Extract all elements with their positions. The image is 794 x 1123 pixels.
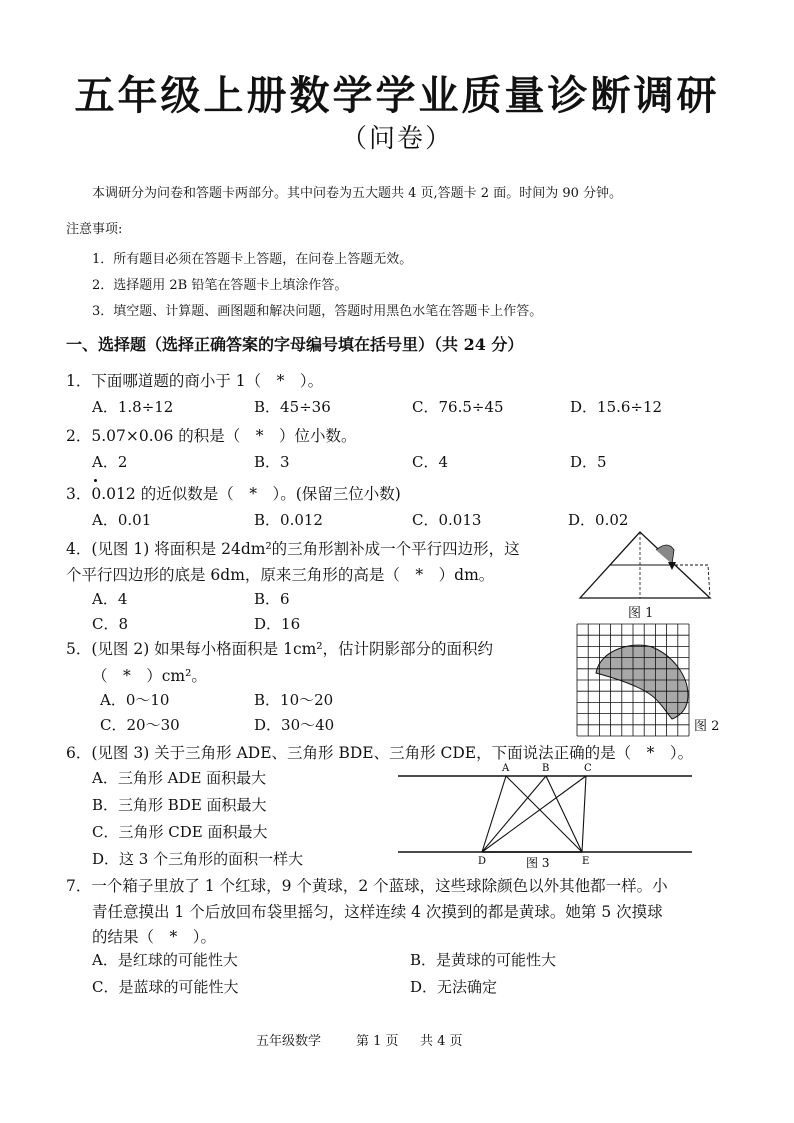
question-5-option-d: D．30～40 xyxy=(254,716,335,734)
question-6-option-d: D．这 3 个三角形的面积一样大 xyxy=(92,850,304,868)
question-1-option-a: A．1.8÷12 xyxy=(92,398,174,416)
question-5-option-a: A．0～10 xyxy=(100,691,170,709)
question-3-option-a: A．0.01 xyxy=(92,511,152,529)
question-1-stem: 1．下面哪道题的商小于 1（ * ）。 xyxy=(66,372,324,390)
question-2-option-d: D．5 xyxy=(570,453,607,471)
question-7-option-d: D．无法确定 xyxy=(410,978,498,996)
question-1-option-d: D．15.6÷12 xyxy=(570,398,663,416)
question-6-stem: 6．(见图 3) 关于三角形 ADE、三角形 BDE、三角形 CDE，下面说法正确的是（ * ）。 xyxy=(66,744,694,762)
question-5-stem-line1: 5．(见图 2) 如果每小格面积是 1cm²，估计阴影部分的面积约 xyxy=(66,640,494,658)
question-2-option-a: A．2 xyxy=(92,453,128,471)
question-5-stem-line2: （ * ）cm²。 xyxy=(92,667,207,685)
figure-2-caption: 图 2 xyxy=(694,719,720,734)
question-4-option-b: B．6 xyxy=(254,590,290,608)
question-4-option-d: D．16 xyxy=(254,615,301,633)
question-7-option-b: B．是黄球的可能性大 xyxy=(410,951,557,969)
question-7-option-a: A．是红球的可能性大 xyxy=(92,951,238,969)
notice-item: 2．选择题用 2B 铅笔在答题卡上填涂作答。 xyxy=(92,278,348,293)
figure-1-triangle-diagram xyxy=(576,528,716,604)
point-c-label: C xyxy=(584,763,592,774)
page-subtitle: （问卷） xyxy=(340,124,453,154)
question-7-stem-line2: 青任意摸出 1 个后放回布袋里摇匀，这样连续 4 次摸到的都是黄球。她第 5 次摸球 xyxy=(92,903,663,921)
question-3-option-b: B．0.012 xyxy=(254,511,323,529)
question-7-stem-line3: 的结果（ * ）。 xyxy=(92,928,217,946)
question-4-option-c: C．8 xyxy=(92,615,129,633)
question-7-stem-line1: 7．一个箱子里放了 1 个红球，9 个黄球，2 个蓝球，这些球除颜色以外其他都一样。小 xyxy=(66,877,668,895)
question-2-option-b: B．3 xyxy=(254,453,290,471)
notice-item: 1．所有题目必须在答题卡上答题，在问卷上答题无效。 xyxy=(92,252,413,267)
question-5-option-c: C．20～30 xyxy=(100,716,180,734)
question-3-number: 3． xyxy=(66,485,92,503)
question-3-stem xyxy=(66,482,401,504)
question-3-option-c: C．0.013 xyxy=(412,511,482,529)
point-b-label: B xyxy=(542,763,550,774)
question-2-stem: 2．5.07×0.06 的积是（ * ）位小数。 xyxy=(66,427,357,445)
question-3-stem-rest: .012 的近似数是（ * ）。(保留三位小数) xyxy=(101,485,401,503)
question-6-option-c: C．三角形 CDE 面积最大 xyxy=(92,823,268,841)
point-e-label: E xyxy=(582,856,590,867)
question-1-option-b: B．45÷36 xyxy=(254,398,331,416)
footer-total-pages: 共 4 页 xyxy=(420,1034,463,1049)
question-3-repeating-digit: 0 xyxy=(91,485,102,503)
question-4-option-a: A．4 xyxy=(92,590,128,608)
page-title: 五年级上册数学学业质量诊断调研 xyxy=(74,72,720,119)
question-6-option-a: A．三角形 ADE 面积最大 xyxy=(92,769,267,787)
point-a-label: A xyxy=(502,763,510,774)
footer-page-number: 第 1 页 xyxy=(356,1034,399,1049)
figure-3-caption: 图 3 xyxy=(526,856,550,870)
intro-text: 本调研分为问卷和答题卡两部分。其中问卷为五大题共 4 页,答题卡 2 面。时间为 90 分钟。 xyxy=(92,186,623,201)
figure-2-grid-diagram xyxy=(576,623,690,737)
question-1-option-c: C．76.5÷45 xyxy=(412,398,504,416)
question-3-option-d: D．0.02 xyxy=(568,511,629,529)
point-d-label: D xyxy=(478,856,487,867)
footer-subject: 五年级数学 xyxy=(256,1034,322,1049)
figure-3-triangles-diagram xyxy=(396,760,696,870)
notice-item: 3．填空题、计算题、画图题和解决问题，答题时用黑色水笔在答题卡上作答。 xyxy=(92,304,543,319)
section-heading: 一、选择题（选择正确答案的字母编号填在括号里）（共 24 分） xyxy=(66,335,524,354)
question-7-option-c: C．是蓝球的可能性大 xyxy=(92,978,239,996)
figure-1-caption: 图 1 xyxy=(628,606,654,621)
question-4-stem-line2: 个平行四边形的底是 6dm，原来三角形的高是（ * ）dm。 xyxy=(66,566,495,584)
question-2-option-c: C．4 xyxy=(412,453,449,471)
question-4-stem-line1: 4．(见图 1) 将面积是 24dm²的三角形割补成一个平行四边形，这 xyxy=(66,540,520,558)
notice-heading: 注意事项: xyxy=(66,222,123,237)
question-5-option-b: B．10～20 xyxy=(254,691,334,709)
question-6-option-b: B．三角形 BDE 面积最大 xyxy=(92,796,267,814)
